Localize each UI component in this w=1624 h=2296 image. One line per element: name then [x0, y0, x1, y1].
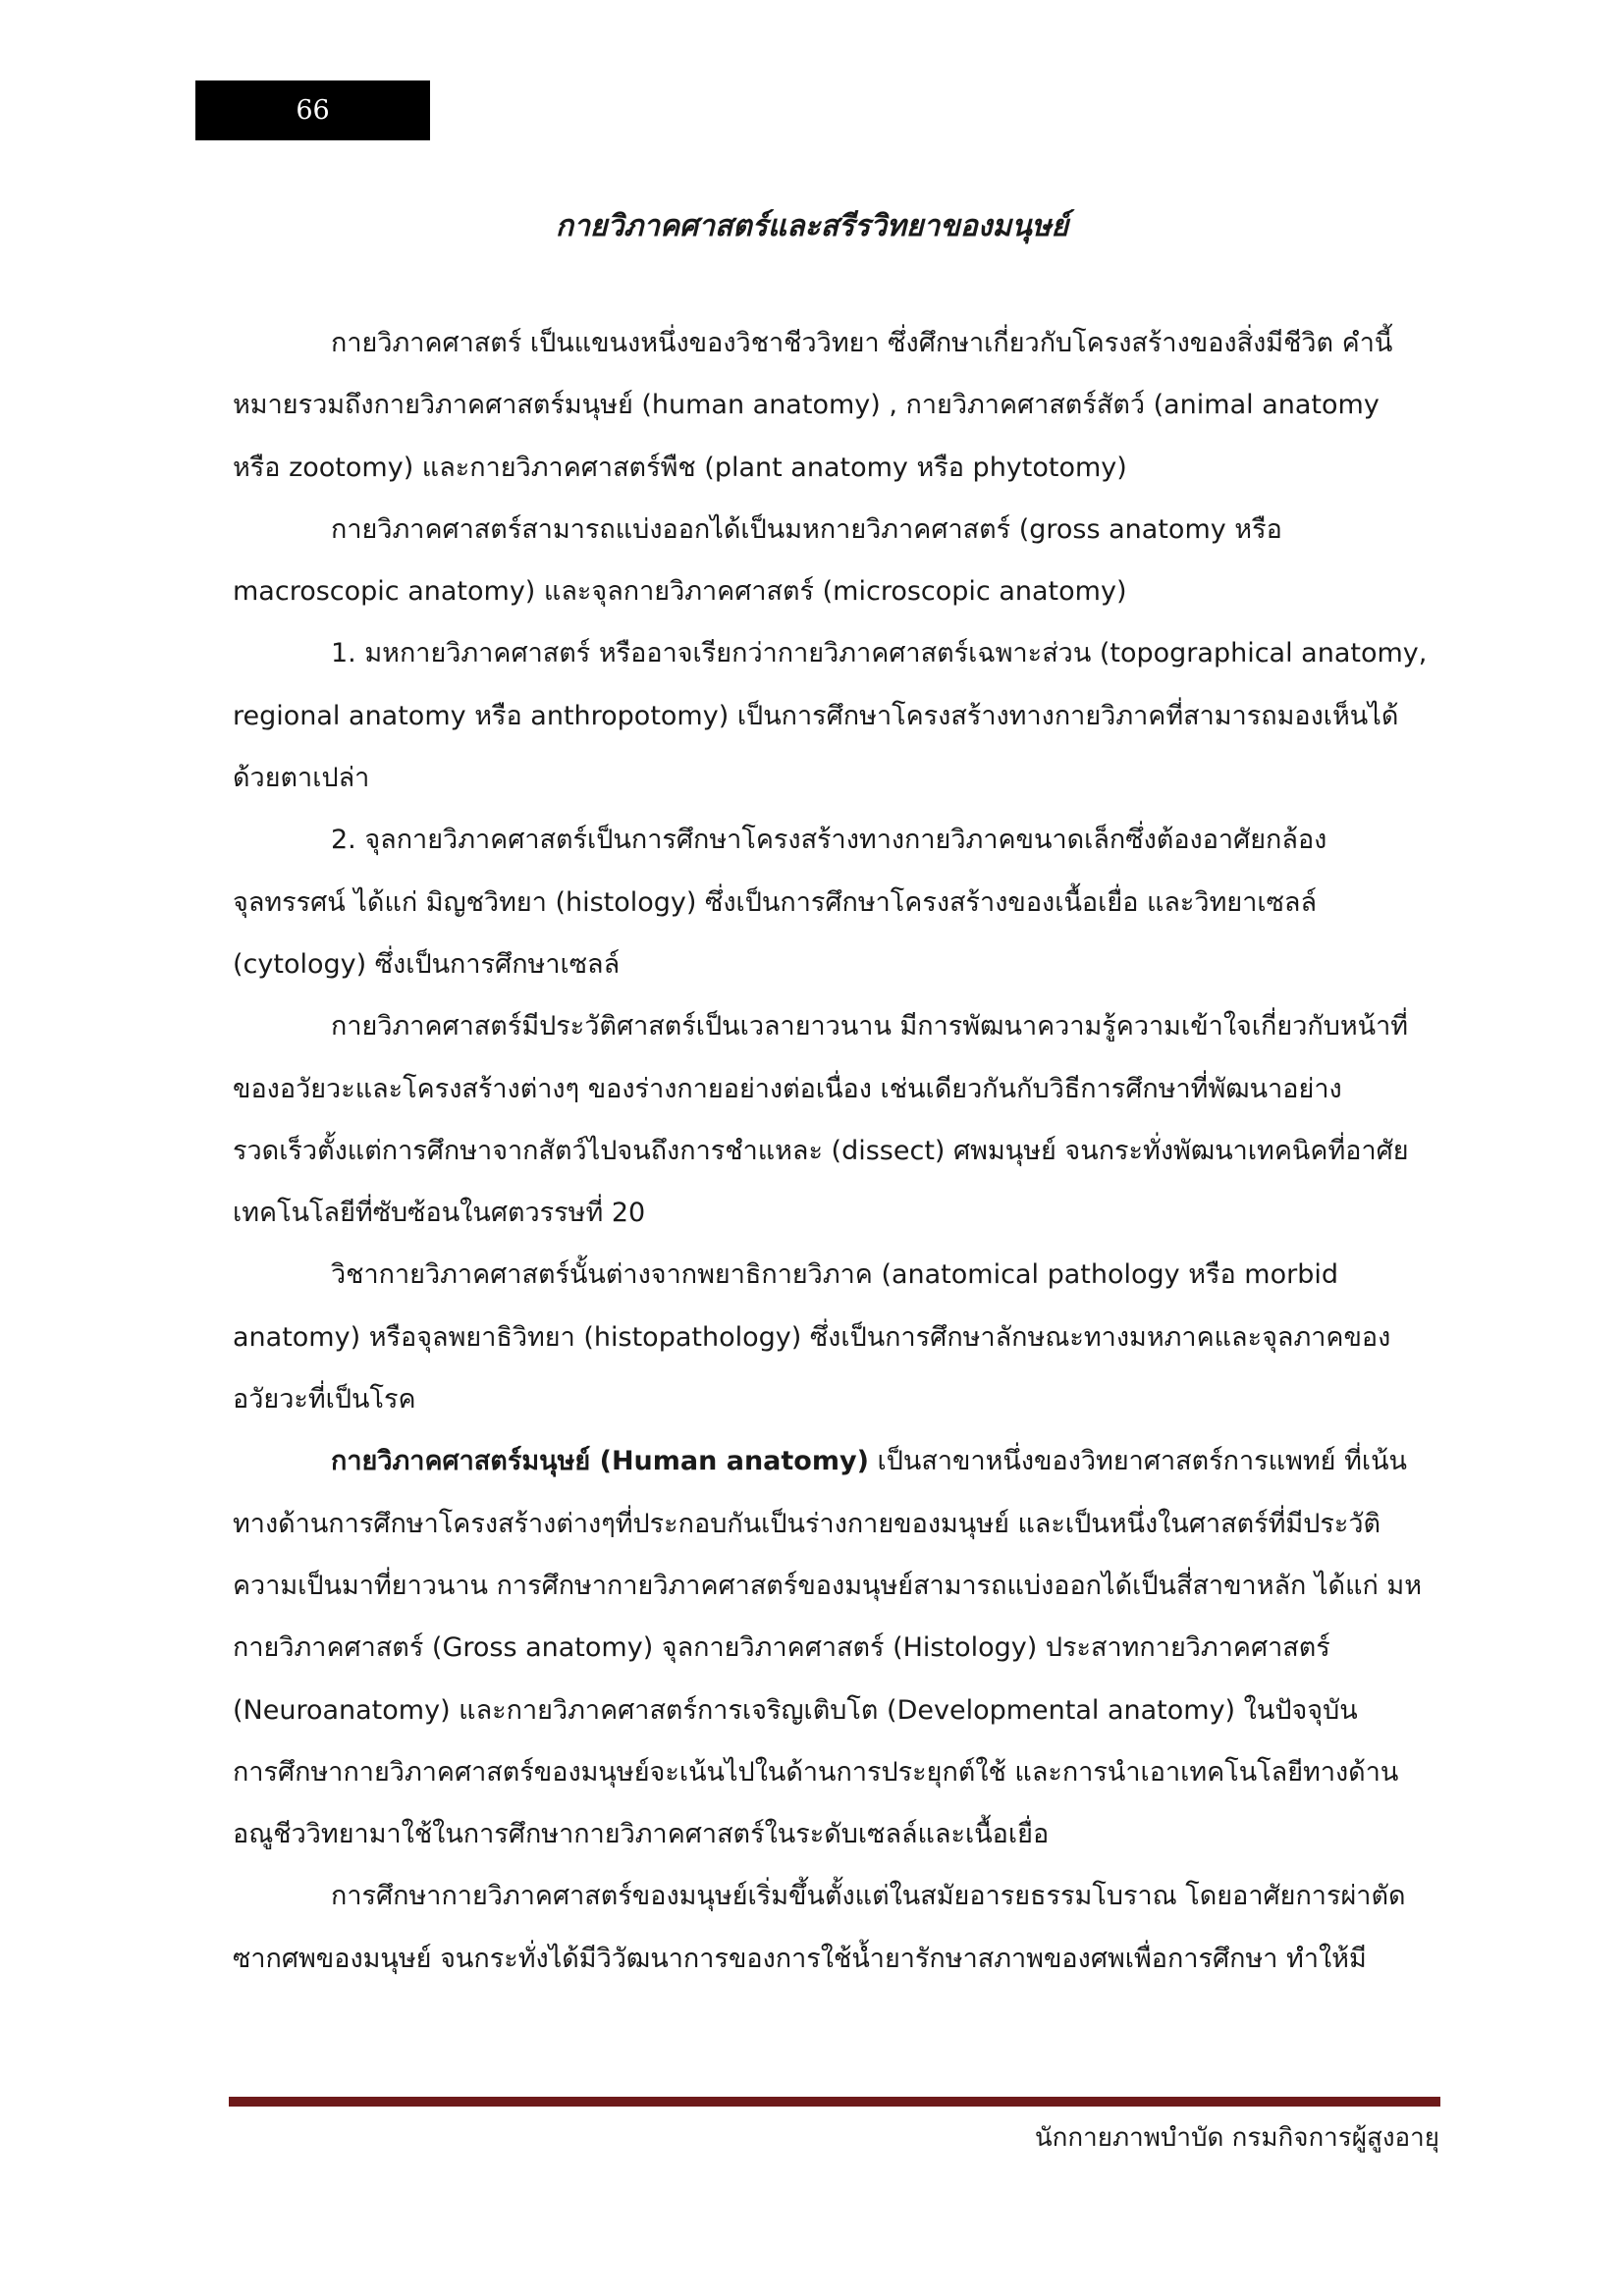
text-line: การศึกษากายวิภาคศาสตร์ของมนุษย์จะเน้นไปในด้านการประยุกต์ใช้ และการนำเอาเทคโนโลยีทางด้าน: [233, 1756, 1399, 1788]
text-line: กายวิภาคศาสตร์ เป็นแขนงหนึ่งของวิชาชีววิทยา ซึ่งศึกษาเกี่ยวกับโครงสร้างของสิ่งมีชีวิต คำนี้: [331, 328, 1393, 358]
text-line: (cytology) ซึ่งเป็นการศึกษาเซลล์: [233, 948, 621, 980]
page-number: 66: [296, 95, 330, 126]
text-line: ทางด้านการศึกษาโครงสร้างต่างๆที่ประกอบกันเป็นร่างกายของมนุษย์ และเป็นหนึ่งในศาสตร์ที่มีประวัติ: [233, 1508, 1381, 1539]
paragraph-pathology: [233, 1244, 1435, 1430]
text-line: ความเป็นมาที่ยาวนาน การศึกษากายวิภาคศาสตร์ของมนุษย์สามารถแบ่งออกได้เป็นสี่สาขาหลัก ได้แก่ มห: [233, 1570, 1423, 1601]
text-line: ด้วยตาเปล่า: [233, 763, 370, 794]
document-title: กายวิภาคศาสตร์และสรีรวิทยาของมนุษย์: [555, 209, 1069, 243]
text-line: ของอวัยวะและโครงสร้างต่างๆ ของร่างกายอย่างต่อเนื่อง เช่นเดียวกันกับวิธีการศึกษาที่พัฒนาอย่าง: [233, 1073, 1342, 1104]
footer-text: นักกายภาพบำบัด กรมกิจการผู้สูงอายุ: [1034, 2123, 1439, 2153]
paragraph-ancient-study: [233, 1865, 1435, 1990]
text-line: กายวิภาคศาสตร์สามารถแบ่งออกได้เป็นมหกายวิภาคศาสตร์ (gross anatomy หรือ: [331, 513, 1282, 545]
paragraph-microscopic-anatomy: [233, 809, 1435, 995]
text-line: เทคโนโลยีที่ซับซ้อนในศตวรรษที่ 20: [233, 1198, 646, 1229]
text-line: (Neuroanatomy) และกายวิภาคศาสตร์การเจริญเติบโต (Developmental anatomy) ในปัจจุบัน: [233, 1694, 1358, 1726]
text-line: อณูชีววิทยามาใช้ในการศึกษากายวิภาคศาสตร์ในระดับเซลล์และเนื้อเยื่อ: [233, 1819, 1050, 1850]
paragraph-history: [233, 995, 1435, 1244]
paragraph-intro: [233, 312, 1435, 499]
text-line: หมายรวมถึงกายวิภาคศาสตร์มนุษย์ (human anatomy) , กายวิภาคศาสตร์สัตว์ (animal anatomy: [233, 390, 1380, 421]
bold-term: กายวิภาคศาสตร์มนุษย์ (Human anatomy): [331, 1446, 869, 1477]
text-line: ซากศพของมนุษย์ จนกระทั่งได้มีวิวัฒนาการของการใช้น้ำยารักษาสภาพของศพเพื่อการศึกษา ทำให้มี: [233, 1943, 1367, 1974]
text-line: รวดเร็วตั้งแต่การศึกษาจากสัตว์ไปจนถึงการชำแหละ (dissect) ศพมนุษย์ จนกระทั่งพัฒนาเทคนิคที่อาศัย: [233, 1135, 1409, 1166]
text-line: 2. จุลกายวิภาคศาสตร์เป็นการศึกษาโครงสร้างทางกายวิภาคขนาดเล็กซึ่งต้องอาศัยกล้อง: [331, 825, 1327, 856]
text-line: หรือ zootomy) และกายวิภาคศาสตร์พืช (plant anatomy หรือ phytotomy): [233, 452, 1127, 483]
text-line: macroscopic anatomy) และจุลกายวิภาคศาสตร์ (microscopic anatomy): [233, 576, 1127, 608]
page-number-box: [195, 80, 430, 140]
paragraph-human-anatomy: [233, 1430, 1435, 1865]
text-line: anatomy) หรือจุลพยาธิวิทยา (histopathology) ซึ่งเป็นการศึกษาลักษณะทางมหภาคและจุลภาคของ: [233, 1321, 1391, 1353]
paragraph-divisions: [233, 499, 1435, 623]
text-line: กายวิภาคศาสตร์มีประวัติศาสตร์เป็นเวลายาวนาน มีการพัฒนาความรู้ความเข้าใจเกี่ยวกับหน้าที่: [331, 1011, 1409, 1042]
text-line: [233, 1430, 1435, 1492]
text-line: วิชากายวิภาคศาสตร์นั้นต่างจากพยาธิกายวิภาค (anatomical pathology หรือ morbid: [331, 1259, 1338, 1291]
footer-divider: [229, 2097, 1440, 2107]
body-text: [233, 312, 1435, 1990]
paragraph-gross-anatomy: [233, 622, 1435, 809]
text-line: การศึกษากายวิภาคศาสตร์ของมนุษย์เริ่มขึ้นตั้งแต่ในสมัยอารยธรรมโบราณ โดยอาศัยการผ่าตัด: [331, 1881, 1406, 1912]
text-line: อวัยวะที่เป็นโรค: [233, 1384, 416, 1415]
text-line: กายวิภาคศาสตร์ (Gross anatomy) จุลกายวิภาคศาสตร์ (Histology) ประสาทกายวิภาคศาสตร์: [233, 1632, 1330, 1664]
text-line: 1. มหกายวิภาคศาสตร์ หรืออาจเรียกว่ากายวิภาคศาสตร์เฉพาะส่วน (topographical anatomy,: [331, 638, 1428, 669]
text-fragment: เป็นสาขาหนึ่งของวิทยาศาสตร์การแพทย์ ที่เน้น: [868, 1446, 1408, 1477]
text-line: regional anatomy หรือ anthropotomy) เป็นการศึกษาโครงสร้างทางกายวิภาคที่สามารถมองเห็นได้: [233, 700, 1399, 731]
text-line: จุลทรรศน์ ได้แก่ มิญชวิทยา (histology) ซึ่งเป็นการศึกษาโครงสร้างของเนื้อเยื่อ และวิทยาเซลล์: [233, 886, 1318, 918]
